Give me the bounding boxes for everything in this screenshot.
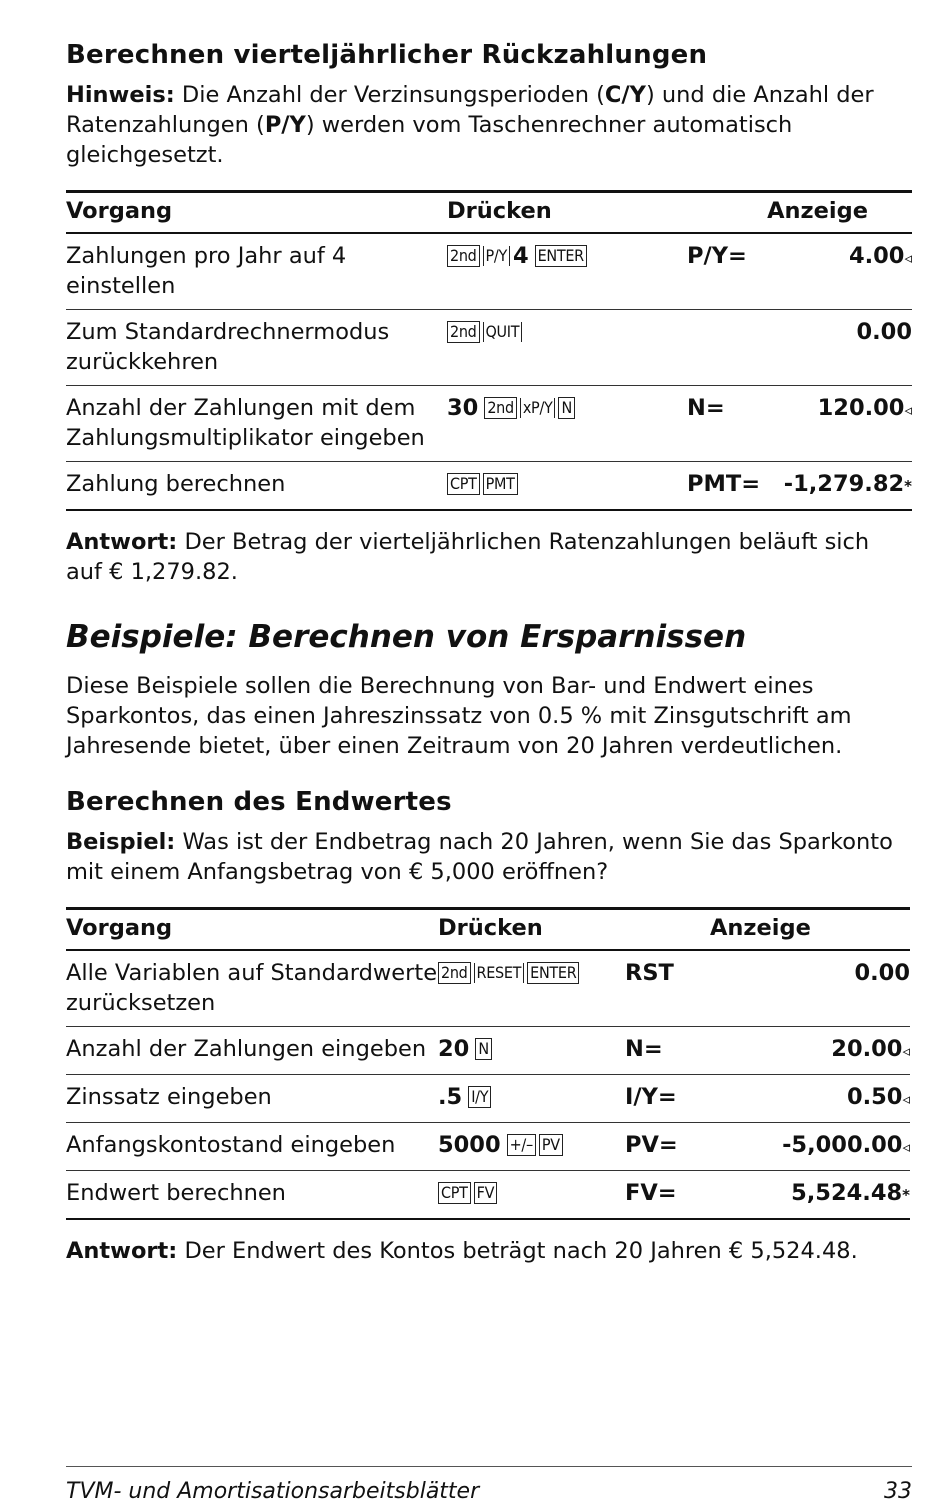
savings-intro: Diese Beispiele sollen die Berechnung von Bar- und Endwert eines Sparkontos, das einen Jahreszinssatz von 0.5 % mit Zinsgutschrift am Jahresende bietet, über einen Zeitraum von 20 Jahren verdeutlichen. bbox=[66, 673, 852, 759]
display-value-cell bbox=[755, 950, 910, 1027]
second-function-key-p-y: P/Y bbox=[483, 246, 510, 266]
keys-cell bbox=[438, 1171, 625, 1220]
procedure-cell: Endwert berechnen bbox=[66, 1180, 286, 1206]
keystroke-number: 20 bbox=[438, 1036, 470, 1062]
display-label-cell: N= bbox=[687, 395, 725, 421]
keystroke-number: 5000 bbox=[438, 1132, 501, 1158]
table-body bbox=[66, 233, 912, 510]
keystroke-number: .5 bbox=[438, 1084, 463, 1110]
keys-cell bbox=[447, 386, 687, 462]
note-text-3: ) werden vom Taschenrechner automatisch gleichgesetzt. bbox=[66, 112, 793, 168]
entered-indicator-icon: ◃ bbox=[904, 401, 912, 419]
table-row bbox=[66, 1027, 910, 1075]
keys-cell bbox=[447, 233, 687, 310]
display-value: -5,000.00 bbox=[782, 1132, 903, 1158]
table-row bbox=[66, 1171, 910, 1220]
page-footer bbox=[66, 1466, 912, 1504]
calculator-key-2nd: 2nd bbox=[447, 321, 480, 343]
note-text-2: ) und die Anzahl der Ratenzahlungen ( bbox=[66, 82, 874, 138]
note-paragraph bbox=[66, 80, 912, 170]
table-row bbox=[66, 1123, 910, 1171]
procedure-cell: Alle Variablen auf Standardwerte zurücksetzen bbox=[66, 960, 438, 1016]
section-heading-quarterly: Berechnen vierteljährlicher Rückzahlungen bbox=[66, 40, 708, 70]
answer-paragraph-1 bbox=[66, 527, 912, 587]
display-value: -1,279.82 bbox=[783, 471, 905, 497]
page-content bbox=[66, 40, 912, 1266]
note-cy: C/Y bbox=[604, 82, 646, 108]
header-press: Drücken bbox=[438, 915, 543, 941]
header-procedure: Vorgang bbox=[66, 198, 173, 224]
keys-cell bbox=[438, 1123, 625, 1171]
display-value: 20.00 bbox=[831, 1036, 903, 1062]
table-row bbox=[66, 1075, 910, 1123]
header-display: Anzeige bbox=[710, 915, 811, 941]
second-function-key-reset: RESET bbox=[474, 963, 525, 983]
display-value: 5,524.48 bbox=[791, 1180, 903, 1206]
display-label-cell bbox=[687, 310, 781, 386]
procedure-cell: Zum Standardrechnermodus zurückkehren bbox=[66, 319, 390, 375]
display-label-cell: P/Y= bbox=[687, 243, 747, 269]
keystroke-number: 4 bbox=[512, 243, 529, 269]
answer-text: Der Endwert des Kontos beträgt nach 20 Jahren € 5,524.48. bbox=[184, 1238, 858, 1264]
calculator-key-2nd: 2nd bbox=[438, 962, 471, 984]
display-label-cell: N= bbox=[625, 1036, 663, 1062]
calculator-key--: +/– bbox=[507, 1134, 536, 1156]
note-label: Hinweis: bbox=[66, 82, 175, 108]
keys-cell bbox=[438, 950, 625, 1027]
answer-paragraph-2 bbox=[66, 1236, 912, 1266]
calculator-key-cpt: CPT bbox=[447, 473, 480, 495]
procedure-cell: Zahlung berechnen bbox=[66, 471, 286, 497]
header-procedure: Vorgang bbox=[66, 915, 173, 941]
quarterly-steps-table bbox=[66, 190, 912, 511]
display-label-cell: FV= bbox=[625, 1180, 677, 1206]
display-label-cell: RST bbox=[625, 960, 674, 986]
display-label-cell: PMT= bbox=[687, 471, 761, 497]
second-function-key-xp-y: xP/Y bbox=[520, 398, 556, 418]
calculator-key-enter: ENTER bbox=[527, 962, 579, 984]
display-value: 120.00 bbox=[817, 395, 905, 421]
table-header bbox=[66, 192, 912, 234]
computed-indicator-icon: * bbox=[902, 1186, 910, 1204]
future-value-steps-table bbox=[66, 907, 910, 1220]
section-heading-future-value: Berechnen des Endwertes bbox=[66, 787, 452, 817]
calculator-key-2nd: 2nd bbox=[447, 245, 480, 267]
calculator-key-enter: ENTER bbox=[535, 245, 587, 267]
table-header bbox=[66, 909, 910, 951]
header-display: Anzeige bbox=[767, 198, 868, 224]
calculator-key-n: N bbox=[475, 1038, 491, 1060]
keys-cell bbox=[447, 462, 687, 511]
note-text-1: Die Anzahl der Verzinsungsperioden ( bbox=[181, 82, 605, 108]
display-value-cell bbox=[755, 1075, 910, 1123]
display-value: 0.00 bbox=[856, 319, 912, 345]
keys-cell bbox=[438, 1075, 625, 1123]
header-press: Drücken bbox=[447, 198, 552, 224]
display-value-cell bbox=[755, 1027, 910, 1075]
answer-text: Der Betrag der vierteljährlichen Ratenzahlungen beläuft sich auf € 1,279.82. bbox=[66, 529, 870, 585]
calculator-key-pv: PV bbox=[539, 1134, 563, 1156]
section-heading-savings: Beispiele: Berechnen von Ersparnissen bbox=[66, 619, 747, 655]
example-label: Beispiel: bbox=[66, 829, 176, 855]
calculator-key-2nd: 2nd bbox=[484, 397, 517, 419]
display-value: 0.00 bbox=[854, 960, 910, 986]
answer-label: Antwort: bbox=[66, 1238, 178, 1264]
procedure-cell: Zahlungen pro Jahr auf 4 einstellen bbox=[66, 243, 347, 299]
answer-label: Antwort: bbox=[66, 529, 178, 555]
display-value-cell bbox=[781, 310, 912, 386]
procedure-cell: Anzahl der Zahlungen eingeben bbox=[66, 1036, 427, 1062]
entered-indicator-icon: ◃ bbox=[902, 1138, 910, 1156]
table-row bbox=[66, 310, 912, 386]
display-value-cell bbox=[781, 462, 912, 511]
table-row bbox=[66, 386, 912, 462]
table-row bbox=[66, 462, 912, 511]
computed-indicator-icon: * bbox=[904, 477, 912, 495]
keys-cell bbox=[438, 1027, 625, 1075]
calculator-key-pmt: PMT bbox=[483, 473, 518, 495]
procedure-cell: Anfangskontostand eingeben bbox=[66, 1132, 396, 1158]
table-row bbox=[66, 233, 912, 310]
keystroke-number: 30 bbox=[447, 395, 479, 421]
table-row bbox=[66, 950, 910, 1027]
display-label-cell: I/Y= bbox=[625, 1084, 677, 1110]
entered-indicator-icon: ◃ bbox=[902, 1090, 910, 1108]
display-value-cell bbox=[755, 1123, 910, 1171]
example-paragraph bbox=[66, 827, 912, 887]
display-label-cell: PV= bbox=[625, 1132, 678, 1158]
page-number: 33 bbox=[884, 1479, 912, 1504]
display-value-cell bbox=[781, 386, 912, 462]
display-value: 4.00 bbox=[848, 243, 905, 269]
procedure-cell: Anzahl der Zahlungen mit dem Zahlungsmultiplikator eingeben bbox=[66, 395, 425, 451]
keys-cell bbox=[447, 310, 687, 386]
calculator-key-cpt: CPT bbox=[438, 1182, 471, 1204]
entered-indicator-icon: ◃ bbox=[902, 1042, 910, 1060]
entered-indicator-icon: ◃ bbox=[904, 249, 912, 267]
example-text: Was ist der Endbetrag nach 20 Jahren, wenn Sie das Sparkonto mit einem Anfangsbetrag von € 5,000 eröffnen? bbox=[66, 829, 893, 885]
calculator-key-n: N bbox=[558, 397, 574, 419]
display-value-cell bbox=[755, 1171, 910, 1220]
calculator-key-fv: FV bbox=[474, 1182, 498, 1204]
second-function-key-quit: QUIT bbox=[483, 322, 523, 342]
note-py: P/Y bbox=[264, 112, 306, 138]
display-value-cell bbox=[781, 233, 912, 310]
table-body bbox=[66, 950, 910, 1219]
calculator-key-i-y: I/Y bbox=[468, 1086, 491, 1108]
procedure-cell: Zinssatz eingeben bbox=[66, 1084, 272, 1110]
footer-title: TVM- und Amortisationsarbeitsblätter bbox=[66, 1479, 480, 1504]
display-value: 0.50 bbox=[846, 1084, 903, 1110]
